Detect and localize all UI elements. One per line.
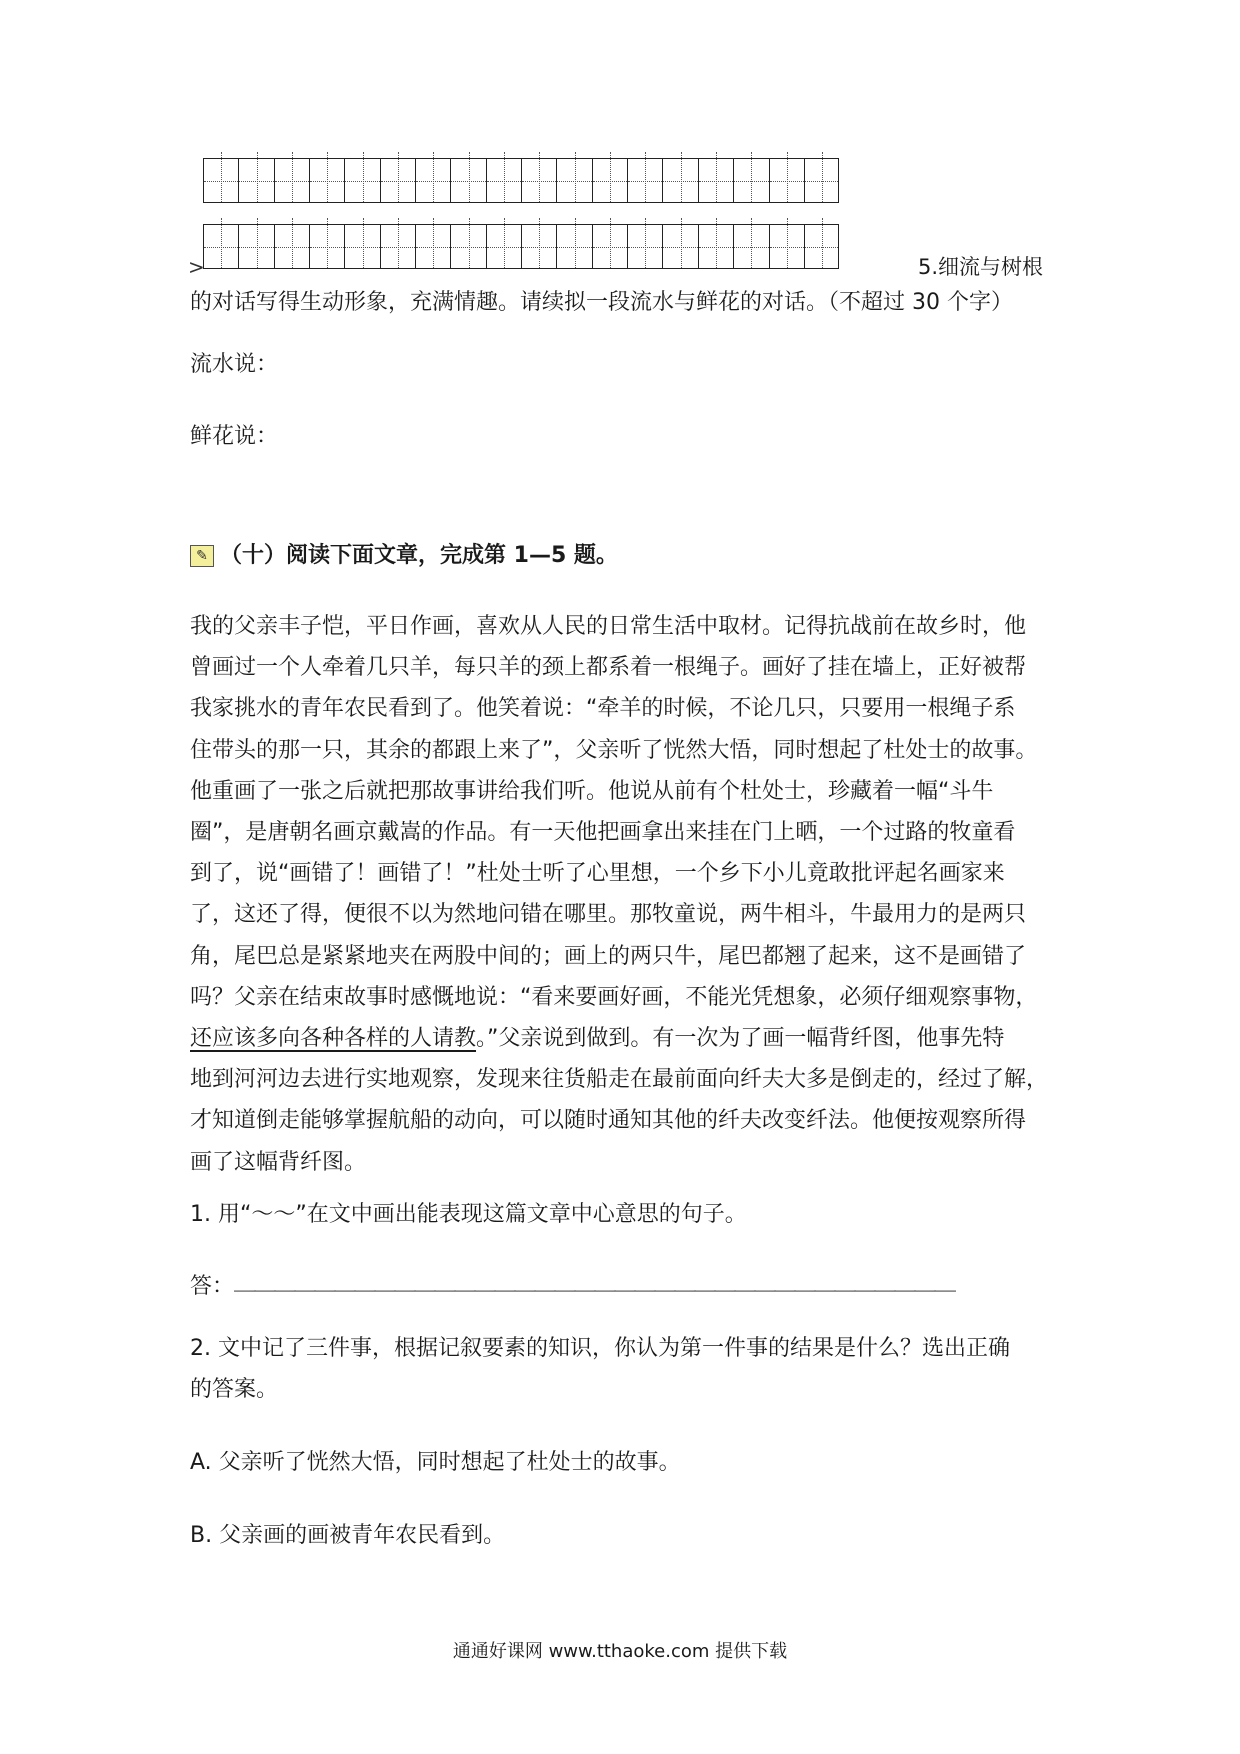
flower-label: 鲜花说： [190,424,279,449]
grid-cell[interactable] [627,224,662,269]
flow-label: 流水说： [190,352,279,377]
passage-line: 曾画过一个人牵着几只羊，每只羊的颈上都系着一根绳子。画好了挂在墙上，正好被帮 [190,655,1027,681]
footer: 通通好课网 www.tthaoke.com 提供下载 [452,1641,788,1662]
q5-prompt-line2: 的对话写得生动形象，充满情趣。请续拟一段流水与鲜花的对话。（不超过 30 个字） [190,290,1013,315]
passage-line: 吗？父亲在结束故事时感慨地说：“看来要画好画，不能光凭想象，必须仔细观察事物， [190,984,1038,1010]
underlined-sentence: 还应该多向各种各样的人请教 [190,1026,477,1052]
grid-cell[interactable] [238,224,273,269]
grid-cell[interactable] [274,158,309,203]
grid-cell[interactable] [450,224,485,269]
grid-cell[interactable] [521,158,556,203]
passage-line [190,1018,1060,1059]
document-icon: ✎ [190,545,214,567]
passage-line: 圈”，是唐朝名画京戴嵩的作品。有一天他把画拿出来挂在门上晒，一个过路的牧童看 [190,820,1016,846]
passage-line: 我的父亲丰子恺，平日作画，喜欢从人民的日常生活中取材。记得抗战前在故乡时，他 [190,614,1027,639]
grid-cell[interactable] [344,224,379,269]
passage-line-rest: 。”父亲说到做到。有一次为了画一幅背纤图，他事先特 [476,1026,1005,1052]
grid-cell[interactable] [380,224,415,269]
grid-cell[interactable] [627,158,662,203]
grid-cell[interactable] [238,158,273,203]
q5-prompt-line1: 5.细流与树根 [918,255,1044,279]
arrow-marker: > [188,255,205,279]
grid-cell[interactable] [203,224,238,269]
grid-cell[interactable] [698,224,733,269]
passage-line: 地到河河边去进行实地观察，发现来往货船走在最前面向纤夫大多是倒走的，经过了解， [190,1067,1049,1093]
passage-line: 角，尾巴总是紧紧地夹在两股中间的；画上的两只牛，尾巴都翘了起来，这不是画错了 [190,943,1027,969]
passage-line: 到了，说“画错了！画错了！”杜处士听了心里想，一个乡下小儿竟敢批评起名画家来 [190,861,1005,887]
writing-grid-row-2[interactable] [203,224,910,269]
grid-cell[interactable] [662,224,697,269]
grid-cell[interactable] [592,224,627,269]
grid-cell[interactable] [450,158,485,203]
grid-cell[interactable] [804,158,839,203]
passage-line: 画了这幅背纤图。 [190,1149,367,1175]
passage-line: 了，这还了得，便很不以为然地问错在哪里。那牧童说，两牛相斗，牛最用力的是两只 [190,902,1027,928]
grid-cell[interactable] [592,158,627,203]
question-2-line1: 2. 文中记了三件事，根据记叙要素的知识，你认为第一件事的结果是什么？选出正确 [190,1336,1010,1361]
passage [190,606,1060,1183]
grid-cell[interactable] [380,158,415,203]
grid-cell[interactable] [733,158,768,203]
grid-cell[interactable] [486,224,521,269]
grid-cell[interactable] [662,158,697,203]
grid-cell[interactable] [415,158,450,203]
grid-cell[interactable] [309,224,344,269]
grid-cell[interactable] [203,158,238,203]
grid-cell[interactable] [733,224,768,269]
passage-line: 我家挑水的青年农民看到了。他笑着说：“牵羊的时候，不论几只，只要用一根绳子系 [190,696,1016,722]
passage-line: 他重画了一张之后就把那故事讲给我们听。他说从前有个杜处士，珍藏着一幅“斗牛 [190,778,994,804]
grid-cell[interactable] [769,224,804,269]
grid-cell[interactable] [698,158,733,203]
grid-cell[interactable] [344,158,379,203]
q1-answer-line[interactable]: ＿＿＿＿＿＿＿＿＿＿＿＿＿＿＿＿＿＿＿＿＿＿＿＿＿＿＿＿＿＿＿＿＿＿＿＿ [234,1270,955,1295]
option-b: B. 父亲画的画被青年农民看到。 [190,1523,506,1548]
grid-cell[interactable] [556,158,591,203]
passage-line: 住带头的那一只，其余的都跟上来了”，父亲听了恍然大悟，同时想起了杜处士的故事。 [190,737,1038,763]
q1-answer-label: 答： [190,1274,235,1299]
option-a: A. 父亲听了恍然大悟，同时想起了杜处士的故事。 [190,1450,681,1475]
grid-cell[interactable] [415,224,450,269]
question-1: 1. 用“～～”在文中画出能表现这篇文章中心意思的句子。 [190,1202,747,1227]
grid-cell[interactable] [769,158,804,203]
grid-cell[interactable] [521,224,556,269]
writing-grid-row-1[interactable] [203,158,910,203]
grid-cell[interactable] [804,224,839,269]
grid-cell[interactable] [309,158,344,203]
question-2-line2: 的答案。 [190,1377,279,1402]
passage-line: 才知道倒走能够掌握航船的动向，可以随时通知其他的纤夫改变纤法。他便按观察所得 [190,1108,1027,1134]
grid-cell[interactable] [486,158,521,203]
grid-cell[interactable] [556,224,591,269]
grid-cell[interactable] [274,224,309,269]
section-heading: （十）阅读下面文章，完成第 1—5 题。 [220,543,618,568]
